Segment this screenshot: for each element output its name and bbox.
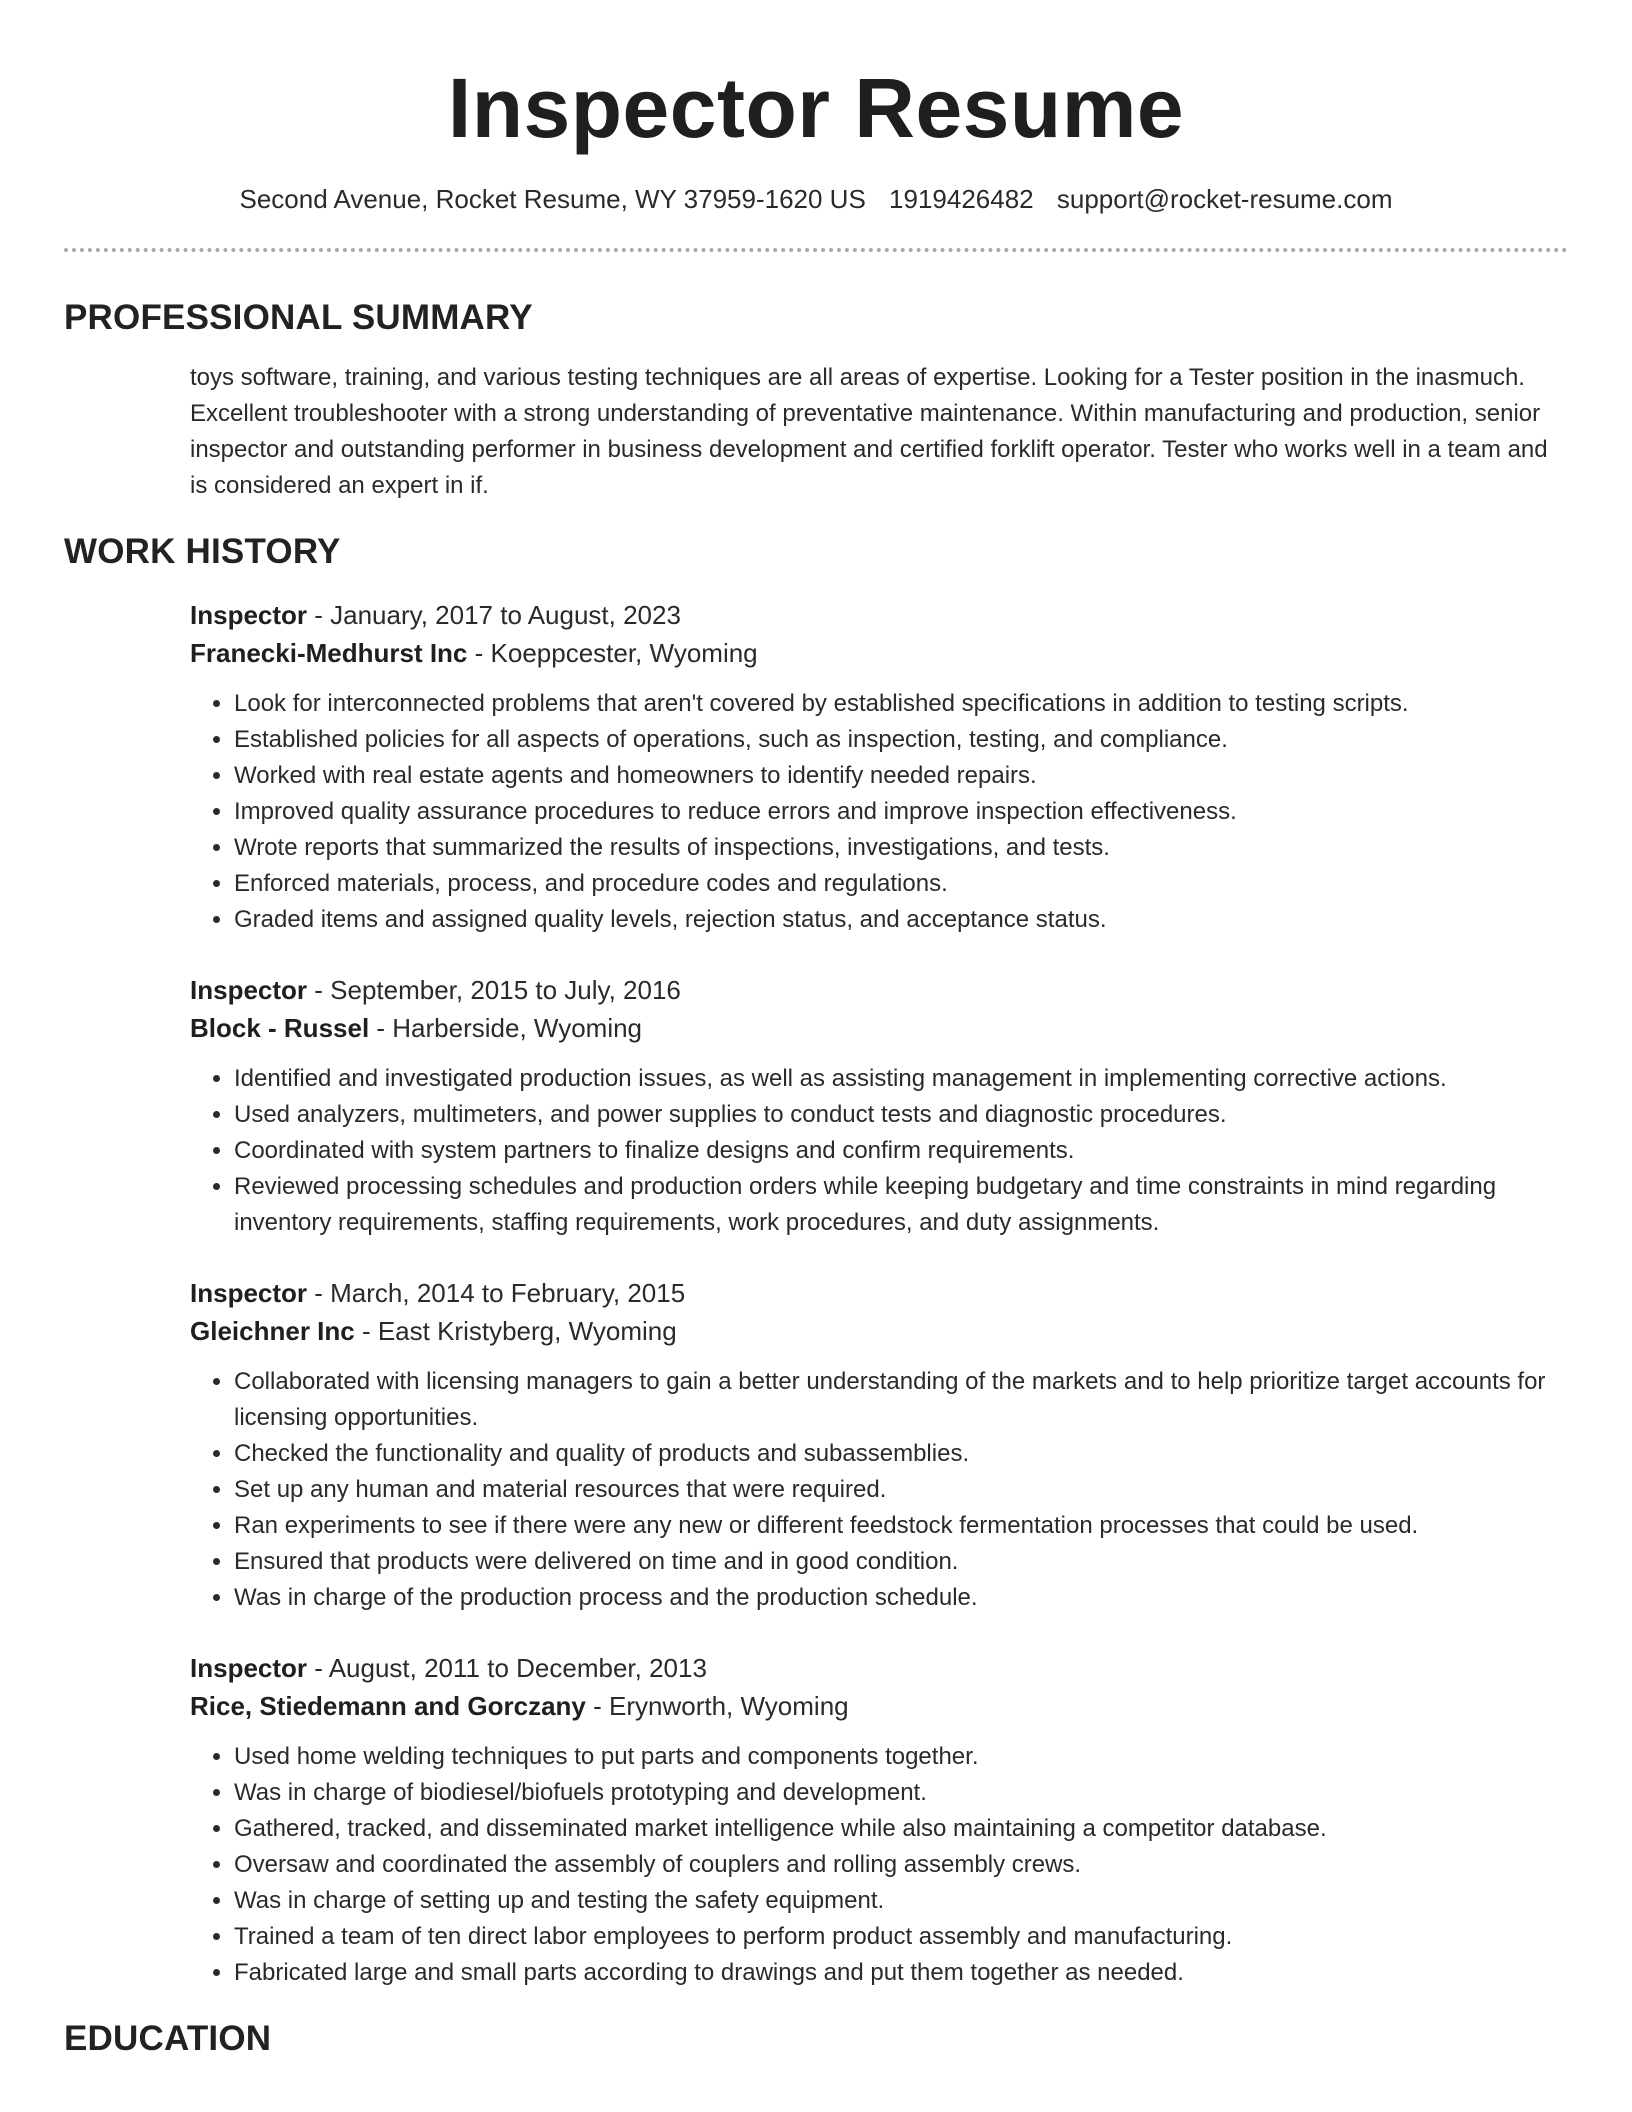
job-entry xyxy=(190,971,1568,1241)
job-company-line xyxy=(190,1687,1568,1725)
job-bullet: • Enforced materials, process, and procedure codes and regulations. xyxy=(234,866,1568,902)
job-bullet: • Set up any human and material resources that were required. xyxy=(234,1472,1568,1508)
job-title: Inspector xyxy=(190,975,308,1005)
job-bullet: • Established policies for all aspects of operations, such as inspection, testing, and compliance. xyxy=(234,722,1568,758)
job-title-line xyxy=(190,596,1568,634)
job-bullets xyxy=(190,1739,1568,1991)
job-bullets xyxy=(190,1364,1568,1616)
section-title-work-history: WORK HISTORY xyxy=(64,532,341,571)
job-bullet: • Graded items and assigned quality levels, rejection status, and acceptance status. xyxy=(234,902,1568,938)
job-spacer xyxy=(190,938,1568,971)
job-company: Block - Russel xyxy=(190,1013,370,1043)
job-dates: - September, 2015 to July, 2016 xyxy=(307,975,681,1005)
job-bullet: • Look for interconnected problems that aren't covered by established specifications in addition to testing scripts. xyxy=(234,686,1568,722)
job-bullets xyxy=(190,1061,1568,1241)
job-bullet: • Collaborated with licensing managers to gain a better understanding of the markets and to help prioritize target accounts for licensing opportunities. xyxy=(234,1364,1568,1436)
job-bullet: • Reviewed processing schedules and production orders while keeping budgetary and time constraints in mind regarding inventory requirements, staffing requirements, work procedures, and duty assignments. xyxy=(234,1169,1568,1241)
job-title: Inspector xyxy=(190,1278,308,1308)
job-bullet: • Coordinated with system partners to finalize designs and confirm requirements. xyxy=(234,1133,1568,1169)
job-bullet: • Fabricated large and small parts according to drawings and put them together as needed. xyxy=(234,1955,1568,1991)
job-bullet: • Gathered, tracked, and disseminated market intelligence while also maintaining a competitor database. xyxy=(234,1811,1568,1847)
job-spacer xyxy=(190,1241,1568,1274)
job-title-line xyxy=(190,971,1568,1009)
job-company-line xyxy=(190,1009,1568,1047)
job-bullet: • Worked with real estate agents and homeowners to identify needed repairs. xyxy=(234,758,1568,794)
job-bullet: • Was in charge of the production process and the production schedule. xyxy=(234,1580,1568,1616)
header-divider xyxy=(64,248,1568,252)
job-bullet: • Used analyzers, multimeters, and power supplies to conduct tests and diagnostic procedures. xyxy=(234,1097,1568,1133)
job-bullet: • Used home welding techniques to put parts and components together. xyxy=(234,1739,1568,1775)
job-title-line xyxy=(190,1274,1568,1312)
job-bullet: • Was in charge of setting up and testing the safety equipment. xyxy=(234,1883,1568,1919)
job-title-line xyxy=(190,1649,1568,1687)
job-company: Franecki-Medhurst Inc xyxy=(190,638,468,668)
job-bullet: • Was in charge of biodiesel/biofuels prototyping and development. xyxy=(234,1775,1568,1811)
contact-phone: 1919426482 xyxy=(889,184,1034,214)
job-bullet: • Wrote reports that summarized the results of inspections, investigations, and tests. xyxy=(234,830,1568,866)
contact-email: support@rocket-resume.com xyxy=(1056,184,1393,214)
job-entry xyxy=(190,1649,1568,1991)
job-bullet: • Checked the functionality and quality of products and subassemblies. xyxy=(234,1436,1568,1472)
job-location: - Koeppcester, Wyoming xyxy=(467,638,758,668)
section-title-education: EDUCATION xyxy=(64,2019,272,2058)
job-bullet: • Ran experiments to see if there were any new or different feedstock fermentation processes that could be used. xyxy=(234,1508,1568,1544)
job-dates: - March, 2014 to February, 2015 xyxy=(307,1278,686,1308)
job-location: - Harberside, Wyoming xyxy=(369,1013,643,1043)
section-title-summary: PROFESSIONAL SUMMARY xyxy=(64,298,533,337)
job-bullet: • Identified and investigated production issues, as well as assisting management in implementing corrective actions. xyxy=(234,1061,1568,1097)
job-location: - East Kristyberg, Wyoming xyxy=(354,1316,677,1346)
job-entry xyxy=(190,1274,1568,1616)
job-entry xyxy=(190,596,1568,938)
job-bullet: • Oversaw and coordinated the assembly of couplers and rolling assembly crews. xyxy=(234,1847,1568,1883)
job-title: Inspector xyxy=(190,600,308,630)
job-title: Inspector xyxy=(190,1653,308,1683)
work-history-list xyxy=(64,596,1568,1991)
contact-address: Second Avenue, Rocket Resume, WY 37959-1620 US xyxy=(239,184,866,214)
job-company: Rice, Stiedemann and Gorczany xyxy=(190,1691,586,1721)
job-bullets xyxy=(190,686,1568,938)
contact-line xyxy=(64,182,1568,216)
job-location: - Erynworth, Wyoming xyxy=(585,1691,849,1721)
job-spacer xyxy=(190,1616,1568,1649)
job-bullet: • Ensured that products were delivered on time and in good condition. xyxy=(234,1544,1568,1580)
job-bullet: • Improved quality assurance procedures to reduce errors and improve inspection effectiveness. xyxy=(234,794,1568,830)
summary-text: toys software, training, and various testing techniques are all areas of expertise. Looking for a Tester position in the inasmuch. Excellent troubleshooter with a strong understanding of preventative maintenance. Within manufacturing and production, senior inspector and outstanding performer in business development and certified forklift operator. Tester who works well in a team and is considered an expert in if. xyxy=(190,364,1548,499)
job-dates: - January, 2017 to August, 2023 xyxy=(307,600,681,630)
job-company-line xyxy=(190,1312,1568,1350)
job-company: Gleichner Inc xyxy=(190,1316,355,1346)
resume-title: Inspector Resume xyxy=(447,61,1185,155)
job-bullet: • Trained a team of ten direct labor employees to perform product assembly and manufacturing. xyxy=(234,1919,1568,1955)
job-dates: - August, 2011 to December, 2013 xyxy=(307,1653,707,1683)
job-company-line xyxy=(190,634,1568,672)
